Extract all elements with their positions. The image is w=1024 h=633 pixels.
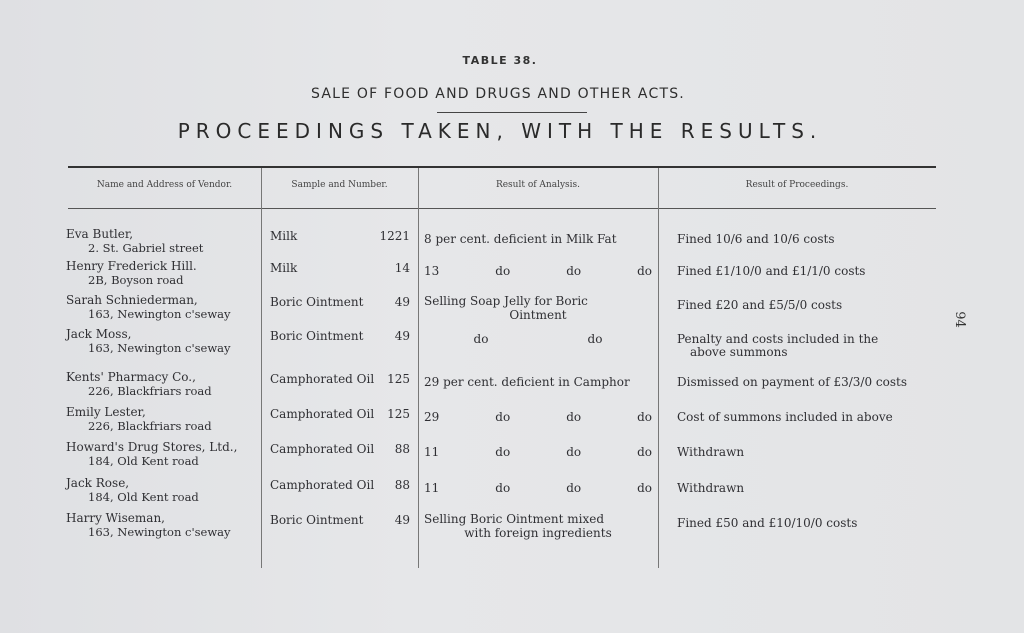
- table-top-rule: [68, 166, 936, 168]
- vendor-address: 226, Blackfriars road: [88, 419, 212, 433]
- vendor-name: Howard's Drug Stores, Ltd.,: [66, 440, 238, 454]
- column-header-proceedings: Result of Proceedings.: [745, 180, 849, 190]
- column-divider: [261, 168, 262, 568]
- sample-number: 125: [387, 372, 410, 386]
- table-header-rule: [68, 208, 936, 209]
- column-divider: [418, 168, 419, 568]
- vendor-name: Harry Wiseman,: [66, 511, 165, 525]
- table-number: TABLE 38.: [462, 54, 538, 67]
- vendor-name: Jack Moss,: [66, 327, 132, 341]
- page-number: 94: [951, 311, 967, 328]
- vendor-name: Henry Frederick Hill.: [66, 259, 197, 273]
- sample-name: Camphorated Oil: [270, 478, 375, 492]
- vendor-name: Sarah Schniederman,: [66, 293, 198, 307]
- vendor-address: 184, Old Kent road: [88, 490, 199, 504]
- analysis-result: Selling Boric Ointment mixed: [424, 512, 605, 526]
- sample-name: Camphorated Oil: [270, 372, 375, 386]
- sample-name: Milk: [270, 229, 298, 243]
- column-header-analysis: Result of Analysis.: [495, 180, 581, 190]
- sample-number: 49: [394, 295, 410, 309]
- column-header-vendor: Name and Address of Vendor.: [96, 180, 233, 190]
- vendor-name: Kents' Pharmacy Co.,: [66, 370, 196, 384]
- analysis-result-continued: with foreign ingredients: [464, 526, 612, 540]
- proceedings-result: Withdrawn: [677, 445, 745, 459]
- proceedings-result: Penalty and costs included in the: [677, 332, 879, 346]
- vendor-address: 163, Newington c'seway: [88, 307, 231, 321]
- analysis-result: 11 do do do: [424, 481, 652, 495]
- vendor-address: 184, Old Kent road: [88, 454, 199, 468]
- sample-name: Boric Ointment: [270, 513, 364, 527]
- vendor-address: 2B, Boyson road: [88, 273, 184, 287]
- vendor-address: 226, Blackfriars road: [88, 384, 212, 398]
- sample-number: 1221: [379, 229, 410, 243]
- sample-number: 49: [394, 513, 410, 527]
- vendor-name: Jack Rose,: [66, 476, 130, 490]
- title-divider: [437, 112, 587, 113]
- analysis-result: 11 do do do: [424, 445, 652, 459]
- proceedings-result: Fined £20 and £5/5/0 costs: [677, 298, 843, 312]
- analysis-result-continued: Ointment: [509, 308, 567, 322]
- proceedings-result: Fined £50 and £10/10/0 costs: [677, 516, 858, 530]
- sample-name: Camphorated Oil: [270, 407, 375, 421]
- sample-name: Boric Ointment: [270, 329, 364, 343]
- sample-name: Camphorated Oil: [270, 442, 375, 456]
- vendor-address: 163, Newington c'seway: [88, 525, 231, 539]
- sample-name: Milk: [270, 261, 298, 275]
- column-divider: [658, 168, 659, 568]
- analysis-result: do do: [473, 332, 603, 346]
- proceedings-result: Fined £1/10/0 and £1/1/0 costs: [677, 264, 866, 278]
- vendor-address: 2. St. Gabriel street: [88, 241, 204, 255]
- sample-number: 14: [394, 261, 410, 275]
- analysis-result: 29 do do do: [424, 410, 652, 424]
- proceedings-result-continued: above summons: [690, 345, 788, 359]
- sample-number: 88: [394, 478, 410, 492]
- column-header-sample: Sample and Number.: [291, 180, 388, 190]
- proceedings-result: Fined 10/6 and 10/6 costs: [677, 232, 835, 246]
- page-title: PROCEEDINGS TAKEN, WITH THE RESULTS.: [177, 119, 823, 143]
- proceedings-result: Dismissed on payment of £3/3/0 costs: [677, 375, 907, 389]
- analysis-result: 29 per cent. deficient in Camphor: [424, 375, 630, 389]
- vendor-name: Emily Lester,: [66, 405, 146, 419]
- sample-number: 49: [394, 329, 410, 343]
- sample-number: 88: [394, 442, 410, 456]
- analysis-result: 8 per cent. deficient in Milk Fat: [424, 232, 617, 246]
- analysis-result: Selling Soap Jelly for Boric: [424, 294, 588, 308]
- vendor-name: Eva Butler,: [66, 227, 134, 241]
- subtitle: SALE OF FOOD AND DRUGS AND OTHER ACTS.: [311, 86, 685, 102]
- proceedings-result: Cost of summons included in above: [677, 410, 893, 424]
- analysis-result: 13 do do do: [424, 264, 652, 278]
- sample-name: Boric Ointment: [270, 295, 364, 309]
- sample-number: 125: [387, 407, 410, 421]
- vendor-address: 163, Newington c'seway: [88, 341, 231, 355]
- proceedings-result: Withdrawn: [677, 481, 745, 495]
